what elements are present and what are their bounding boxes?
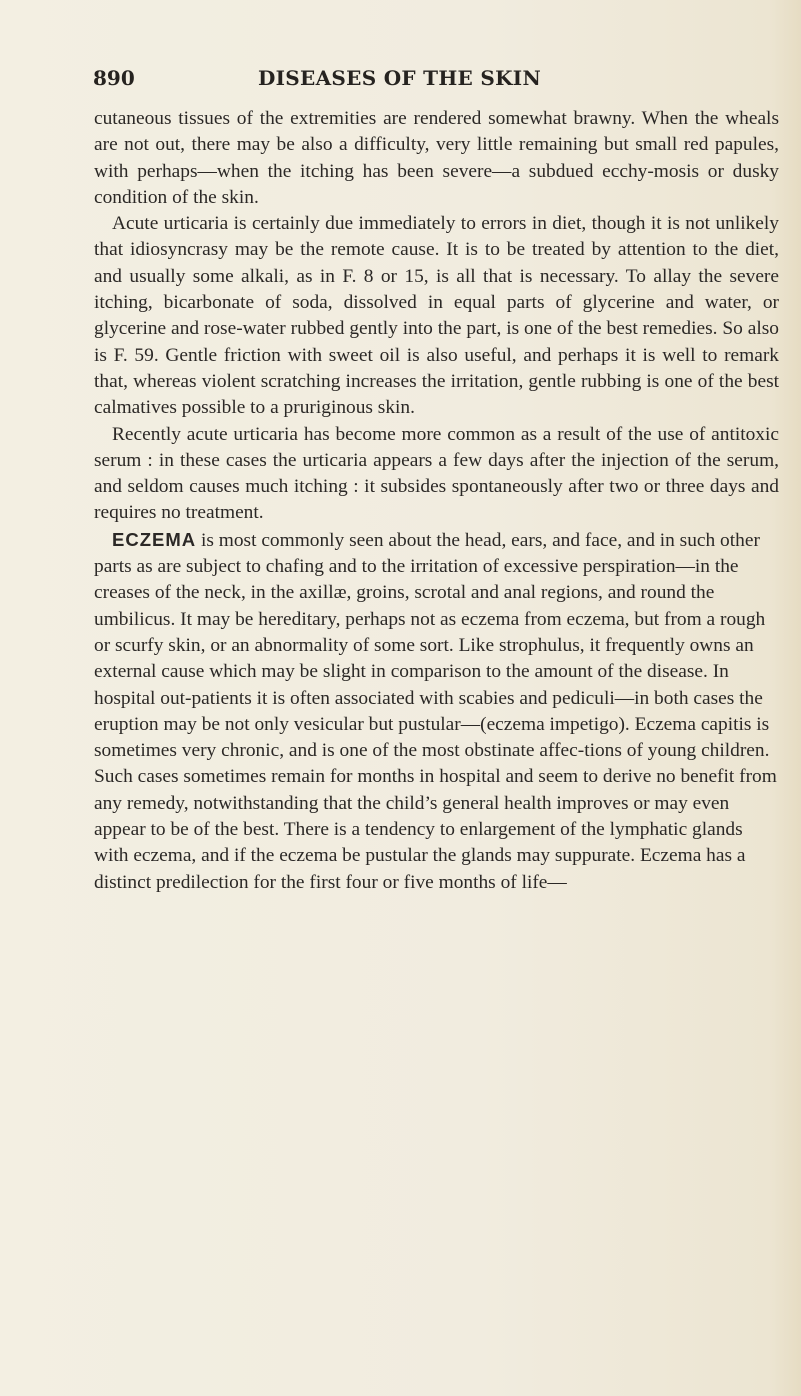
body-text xyxy=(94,106,779,896)
paragraph-serum-urticaria: Recently acute urticaria has become more common as a result of the use of antitoxic serum : in these cases the urticaria appears a few days after the injection of the serum, and seldom causes much itching : it subsides spontaneously after two or three days and requires no treatment. xyxy=(94,423,779,524)
eczema-headword: ECZEMA xyxy=(112,528,197,550)
running-title: DISEASES OF THE SKIN xyxy=(258,66,542,90)
page-header xyxy=(93,66,741,96)
eczema-text: is most commonly seen about the head, ears, and face, and in such other parts as are subject to chafing and to the irritation of excessive perspiration—in the creases of the neck, in the axillæ, groins, scrotal and anal regions, and round the umbilicus. It may be hereditary, perhaps not as eczema from eczema, but from a rough or scurfy skin, or an abnormality of some sort. Like strophulus, it frequently owns an external cause which may be slight in comparison to the amount of the disease. In hospital out-patients it is often associated with scabies and pediculi—in both cases the eruption may be not only vesicular but pustular—(eczema impetigo). Eczema capitis is sometimes very chronic, and is one of the most obstinate affec-tions of young children. Such cases sometimes remain for months in hospital and seem to derive no benefit from any remedy, notwithstanding that the child’s general health improves or may even appear to be of the best. There is a tendency to enlargement of the lymphatic glands with eczema, and if the eczema be pustular the glands may suppurate. Eczema has a distinct predilection for the first four or five months of life— xyxy=(94,529,777,893)
paragraph-eczema xyxy=(94,527,779,896)
paragraph-acute-urticaria-treatment: Acute urticaria is certainly due immediately to errors in diet, though it is not unlikely that idiosyncrasy may be the remote cause. It is to be treated by attention to the diet, and usually some alkali, as in F. 8 or 15, is all that is necessary. To allay the severe itching, bicarbonate of soda, dissolved in equal parts of glycerine and water, or glycerine and rose-water rubbed gently into the part, is one of the best remedies. So also is F. 59. Gentle friction with sweet oil is also useful, and perhaps it is well to remark that, whereas violent scratching increases the irritation, gentle rubbing is one of the best calmatives possible to a pruriginous skin. xyxy=(94,213,779,419)
page-number: 890 xyxy=(93,66,135,90)
paragraph-urticaria-description: cutaneous tissues of the extremities are rendered somewhat brawny. When the wheals are not out, there may be also a difficulty, very little remaining but small red papules, with perhaps—when the itching has been severe—a subdued ecchy-mosis or dusky condition of the skin. xyxy=(94,108,779,208)
